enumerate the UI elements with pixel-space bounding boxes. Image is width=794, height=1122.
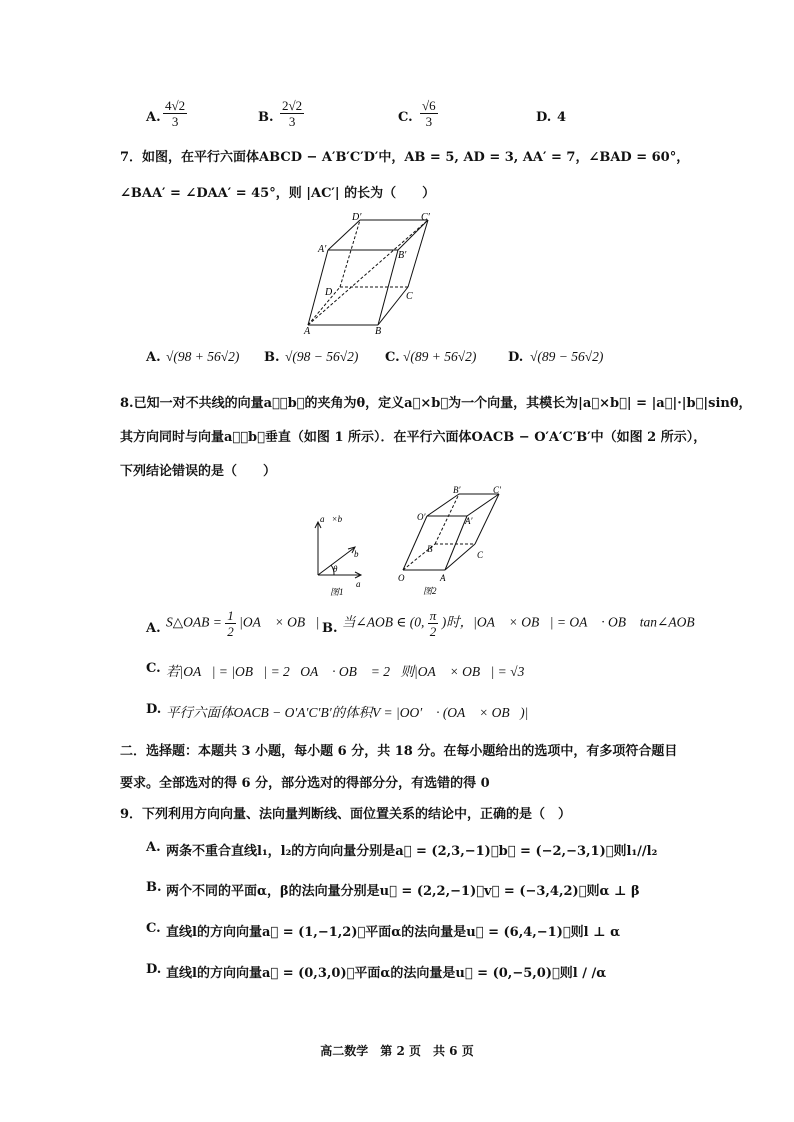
q8-fig1-axb-label: a⃗×b⃗	[320, 514, 350, 524]
q8-stem-line1: 8.已知一对不共线的向量a⃗，b⃗的夹角为θ，定义a⃗×b⃗为一个向量，其模长为|a⃗×b⃗| = |a⃗|·|b⃗|sinθ，	[120, 396, 752, 411]
q8-fig1-a-label: a⃗	[356, 579, 368, 589]
q8-fig2-label-Ap: A′	[465, 516, 473, 526]
q8-fig2-label-Cp: C′	[493, 485, 501, 495]
q9-option-a-letter: A.	[146, 840, 161, 855]
q8-fig1-b-label: b⃗	[354, 549, 366, 559]
q8-fig1-theta-label: θ	[333, 564, 338, 574]
section2-heading-line1: 二．选择题：本题共 3 小题，每小题 6 分，共 18 分。在每小题给出的选项中，有多项符合题目	[120, 744, 678, 759]
q8-fig2-label-Op: O′	[417, 512, 426, 522]
q8-a-rhs: |OA⃗ × OB⃗|	[239, 614, 320, 630]
q7-option-b-letter: B.	[264, 350, 280, 365]
q8-b-text1: 当∠AOB ∈ (0,	[342, 614, 425, 630]
q6-b-den: 3	[288, 114, 296, 129]
q7-parallelepiped-figure	[300, 210, 440, 335]
q7-label-C: C	[406, 291, 413, 302]
q6-option-c-letter: C.	[398, 110, 413, 125]
q9-stem: 9．下列利用方向向量、法向量判断线、面位置关系的结论中，正确的是（ ）	[120, 807, 572, 822]
q8-a-lhs: S△OAB =	[166, 614, 222, 630]
q7-option-c-letter: C.	[385, 350, 400, 365]
section2-heading-line2: 要求。全部选对的得 6 分，部分选对的得部分分，有选错的得 0	[120, 776, 490, 791]
q8-stem-line3: 下列结论错误的是（ ）	[120, 464, 277, 479]
q6-b-num: 2√2	[282, 98, 303, 113]
q8-a-num: 1	[227, 608, 234, 623]
q6-option-c-value	[420, 98, 438, 129]
q8-option-b-letter: B.	[322, 621, 338, 636]
q8-fig2-label-B: B	[427, 544, 433, 554]
q6-a-den: 3	[171, 114, 179, 129]
q8-fig2-label-A: A	[440, 573, 446, 583]
q6-option-a-value	[163, 98, 187, 129]
q7-label-A: A	[304, 326, 311, 335]
q7-label-Bp: B′	[398, 250, 407, 261]
q8-b-num: π	[429, 608, 437, 623]
q7-option-a-letter: A.	[146, 350, 161, 365]
q7-option-d-value: √(89 − 56√2)	[530, 349, 604, 364]
q9-option-a-text: 两条不重合直线l₁，l₂的方向向量分别是a⃗ = (2,3,−1)，b⃗ = (−2,−3,1)，则l₁//l₂	[166, 844, 658, 859]
q6-c-den: 3	[425, 114, 433, 129]
q6-a-num: 4√2	[165, 98, 186, 113]
q7-option-a-value: √(98 + 56√2)	[166, 349, 240, 364]
q8-option-a-value	[166, 608, 319, 639]
q8-fig1-caption: 图1	[330, 587, 344, 597]
q6-option-d-value: 4	[557, 110, 567, 125]
q8-figure1	[308, 505, 368, 600]
q6-c-num: √6	[422, 98, 436, 113]
q8-a-den: 2	[227, 624, 234, 639]
page-footer: 高二数学 第 2 页 共 6 页	[320, 1044, 474, 1058]
q8-b-den: 2	[429, 624, 437, 639]
q9-option-d-text: 直线l的方向向量a⃗ = (0,3,0)，平面α的法向量是u⃗ = (0,−5,0)，则l / /α	[166, 966, 607, 981]
q8-option-a-letter: A.	[146, 621, 161, 636]
q6-option-b-value	[280, 98, 304, 129]
q7-label-Dp: D′	[352, 212, 362, 223]
q7-option-b-value: √(98 − 56√2)	[285, 349, 359, 364]
q8-fig2-label-O: O	[398, 573, 405, 583]
q7-label-B: B	[375, 326, 382, 335]
q6-option-d-letter: D.	[536, 110, 552, 125]
q8-fig2-label-Bp: B′	[453, 485, 461, 495]
q8-figure2	[395, 484, 515, 599]
q7-stem-line2: ∠BAA′ = ∠DAA′ = 45°，则 |AC′| 的长为（ ）	[120, 186, 436, 201]
q8-fig2-label-C: C	[477, 550, 484, 560]
q8-b-text2: )时，|OA⃗ × OB⃗| = OA⃗ · OB⃗ tan∠AOB	[441, 614, 695, 630]
q6-option-b-letter: B.	[258, 110, 274, 125]
q8-stem-line2: 其方向同时与向量a⃗，b⃗垂直（如图 1 所示）．在平行六面体OACB − O′A′C′B′中（如图 2 所示），	[120, 430, 707, 445]
q8-option-d-letter: D.	[146, 702, 162, 717]
q7-stem-line1: 7．如图，在平行六面体ABCD − A′B′C′D′中，AB = 5, AD = 3, AA′ = 7，∠BAD = 60°，	[120, 150, 690, 165]
q7-label-Ap: A′	[318, 244, 327, 255]
q9-option-b-text: 两个不同的平面α，β的法向量分别是u⃗ = (2,2,−1)，v⃗ = (−3,4,2)，则α ⊥ β	[166, 884, 640, 899]
q7-option-c-value: √(89 + 56√2)	[403, 349, 477, 364]
q8-option-c-value: 若|OA⃗| = |OB⃗| = 2，OA⃗ · OB⃗ = 2，则|OA⃗ × OB⃗| = √3	[166, 664, 525, 679]
q9-option-c-text: 直线l的方向向量a⃗ = (1,−1,2)，平面α的法向量是u⃗ = (6,4,−1)，则l ⊥ α	[166, 925, 621, 940]
q9-option-b-letter: B.	[146, 880, 162, 895]
q6-option-a-letter: A.	[146, 110, 161, 125]
q8-option-c-letter: C.	[146, 661, 161, 676]
q8-option-b-value	[342, 608, 695, 639]
q7-label-Cp: C′	[421, 212, 430, 223]
q7-label-D: D	[325, 287, 333, 298]
q8-option-d-value: 平行六面体OACB − O′A′C′B′的体积V = |OO′⃗ · (OA⃗ × OB⃗)|	[166, 705, 529, 720]
q7-option-d-letter: D.	[508, 350, 524, 365]
q9-option-d-letter: D.	[146, 962, 162, 977]
q9-option-c-letter: C.	[146, 921, 161, 936]
q8-fig2-caption: 图2	[423, 586, 437, 596]
